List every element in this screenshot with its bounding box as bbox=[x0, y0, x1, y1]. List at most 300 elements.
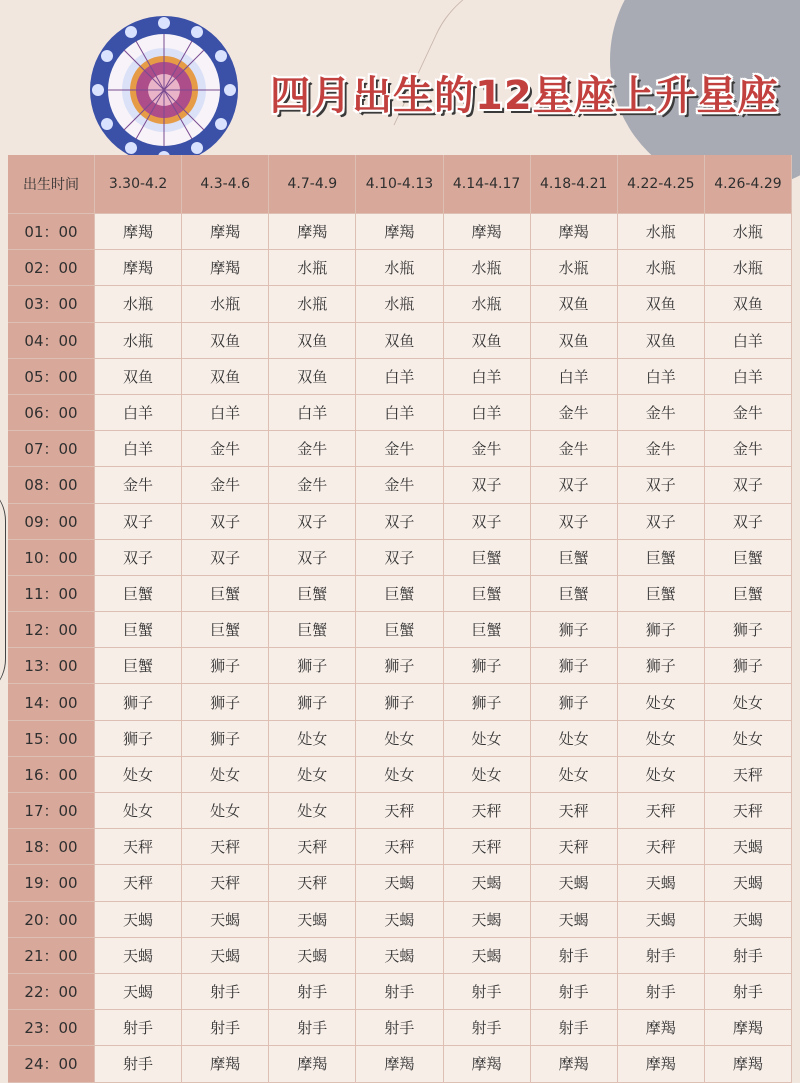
rising-sign-cell bbox=[531, 865, 618, 901]
rising-sign-cell bbox=[356, 829, 443, 865]
rising-sign-table-container bbox=[8, 155, 792, 1083]
rising-sign-text: 射手 bbox=[645, 946, 676, 965]
rising-sign-text: 巨蟹 bbox=[732, 584, 763, 603]
rising-sign-text: 狮子 bbox=[297, 693, 328, 712]
row-time-label: 01：00 bbox=[8, 214, 95, 250]
rising-sign-cell bbox=[95, 214, 182, 250]
rising-sign-cell bbox=[618, 540, 705, 576]
rising-sign-text: 双鱼 bbox=[732, 295, 763, 314]
rising-sign-text: 金牛 bbox=[471, 440, 502, 459]
rising-sign-cell bbox=[618, 504, 705, 540]
rising-sign-text: 狮子 bbox=[384, 693, 415, 712]
rising-sign-text: 金牛 bbox=[123, 476, 154, 495]
rising-sign-cell bbox=[618, 938, 705, 974]
rising-sign-cell bbox=[269, 793, 356, 829]
rising-sign-cell bbox=[269, 1046, 356, 1082]
table-row bbox=[8, 286, 792, 322]
rising-sign-text: 巨蟹 bbox=[384, 584, 415, 603]
rising-sign-cell bbox=[531, 938, 618, 974]
rising-sign-text: 摩羯 bbox=[732, 1055, 763, 1074]
rising-sign-cell bbox=[95, 250, 182, 286]
rising-sign-cell bbox=[356, 395, 443, 431]
rising-sign-text: 天蝎 bbox=[645, 874, 676, 893]
rising-sign-text: 白羊 bbox=[558, 367, 589, 386]
rising-sign-text: 巨蟹 bbox=[645, 584, 676, 603]
rising-sign-text: 天蝎 bbox=[210, 910, 241, 929]
rising-sign-text: 射手 bbox=[384, 1019, 415, 1038]
rising-sign-text: 天秤 bbox=[732, 802, 763, 821]
rising-sign-cell bbox=[356, 323, 443, 359]
rising-sign-cell bbox=[444, 721, 531, 757]
row-time-label: 17：00 bbox=[8, 793, 95, 829]
rising-sign-cell bbox=[356, 793, 443, 829]
table-row bbox=[8, 467, 792, 503]
rising-sign-text: 射手 bbox=[297, 983, 328, 1002]
rising-sign-text: 白羊 bbox=[471, 367, 502, 386]
rising-sign-cell bbox=[356, 865, 443, 901]
rising-sign-table bbox=[8, 155, 792, 1083]
rising-sign-text: 摩羯 bbox=[384, 1055, 415, 1074]
rising-sign-cell bbox=[444, 250, 531, 286]
rising-sign-cell bbox=[618, 323, 705, 359]
rising-sign-text: 处女 bbox=[123, 765, 154, 784]
rising-sign-text: 双鱼 bbox=[558, 295, 589, 314]
rising-sign-text: 射手 bbox=[558, 946, 589, 965]
rising-sign-cell bbox=[269, 757, 356, 793]
row-time-label: 20：00 bbox=[8, 902, 95, 938]
rising-sign-cell bbox=[269, 286, 356, 322]
rising-sign-cell bbox=[269, 214, 356, 250]
rising-sign-text: 巨蟹 bbox=[123, 621, 154, 640]
rising-sign-cell bbox=[705, 214, 792, 250]
rising-sign-cell bbox=[531, 793, 618, 829]
rising-sign-cell bbox=[95, 1046, 182, 1082]
rising-sign-text: 射手 bbox=[123, 1055, 154, 1074]
rising-sign-cell bbox=[618, 395, 705, 431]
rising-sign-text: 狮子 bbox=[732, 621, 763, 640]
rising-sign-text: 摩羯 bbox=[210, 223, 241, 242]
header-cell-time: 出生时间 bbox=[8, 155, 95, 214]
rising-sign-text: 射手 bbox=[732, 946, 763, 965]
rising-sign-text: 双子 bbox=[558, 512, 589, 531]
table-body bbox=[8, 214, 792, 1083]
table-row bbox=[8, 684, 792, 720]
rising-sign-text: 天秤 bbox=[471, 802, 502, 821]
rising-sign-text: 白羊 bbox=[297, 404, 328, 423]
rising-sign-cell bbox=[356, 359, 443, 395]
rising-sign-text: 金牛 bbox=[384, 476, 415, 495]
rising-sign-text: 水瓶 bbox=[123, 295, 154, 314]
rising-sign-text: 狮子 bbox=[558, 657, 589, 676]
rising-sign-text: 双鱼 bbox=[471, 331, 502, 350]
rising-sign-text: 天蝎 bbox=[645, 910, 676, 929]
row-time-label: 13：00 bbox=[8, 648, 95, 684]
rising-sign-text: 双鱼 bbox=[123, 367, 154, 386]
rising-sign-cell bbox=[356, 684, 443, 720]
rising-sign-text: 水瓶 bbox=[471, 295, 502, 314]
rising-sign-text: 金牛 bbox=[732, 440, 763, 459]
rising-sign-text: 水瓶 bbox=[558, 259, 589, 278]
rising-sign-text: 射手 bbox=[210, 983, 241, 1002]
rising-sign-cell bbox=[444, 431, 531, 467]
header-cell-period: 4.3-4.6 bbox=[182, 155, 269, 214]
rising-sign-cell bbox=[182, 829, 269, 865]
rising-sign-text: 射手 bbox=[123, 1019, 154, 1038]
rising-sign-text: 金牛 bbox=[558, 404, 589, 423]
rising-sign-cell bbox=[356, 1046, 443, 1082]
rising-sign-cell bbox=[182, 684, 269, 720]
rising-sign-cell bbox=[705, 1010, 792, 1046]
rising-sign-cell bbox=[705, 540, 792, 576]
rising-sign-cell bbox=[444, 648, 531, 684]
rising-sign-text: 巨蟹 bbox=[471, 548, 502, 567]
rising-sign-text: 水瓶 bbox=[645, 259, 676, 278]
rising-sign-cell bbox=[356, 214, 443, 250]
rising-sign-cell bbox=[95, 648, 182, 684]
header-cell-period: 4.7-4.9 bbox=[269, 155, 356, 214]
rising-sign-cell bbox=[705, 1046, 792, 1082]
rising-sign-text: 巨蟹 bbox=[471, 621, 502, 640]
rising-sign-cell bbox=[531, 902, 618, 938]
rising-sign-text: 天秤 bbox=[645, 802, 676, 821]
rising-sign-cell bbox=[618, 648, 705, 684]
rising-sign-cell bbox=[705, 938, 792, 974]
rising-sign-text: 巨蟹 bbox=[645, 548, 676, 567]
table-row bbox=[8, 214, 792, 250]
rising-sign-text: 狮子 bbox=[210, 657, 241, 676]
rising-sign-text: 天秤 bbox=[210, 838, 241, 857]
rising-sign-text: 水瓶 bbox=[384, 259, 415, 278]
rising-sign-text: 摩羯 bbox=[558, 1055, 589, 1074]
row-time-label: 10：00 bbox=[8, 540, 95, 576]
rising-sign-text: 天蝎 bbox=[297, 910, 328, 929]
rising-sign-text: 处女 bbox=[384, 729, 415, 748]
rising-sign-cell bbox=[356, 974, 443, 1010]
rising-sign-cell bbox=[531, 829, 618, 865]
rising-sign-text: 射手 bbox=[210, 1019, 241, 1038]
rising-sign-cell bbox=[182, 467, 269, 503]
rising-sign-text: 处女 bbox=[297, 765, 328, 784]
rising-sign-cell bbox=[444, 540, 531, 576]
rising-sign-text: 双子 bbox=[123, 548, 154, 567]
rising-sign-text: 天秤 bbox=[558, 802, 589, 821]
table-row bbox=[8, 576, 792, 612]
rising-sign-text: 双子 bbox=[471, 512, 502, 531]
table-row bbox=[8, 612, 792, 648]
rising-sign-cell bbox=[705, 648, 792, 684]
row-time-label: 24：00 bbox=[8, 1046, 95, 1082]
rising-sign-text: 狮子 bbox=[210, 729, 241, 748]
rising-sign-cell bbox=[618, 721, 705, 757]
rising-sign-cell bbox=[444, 323, 531, 359]
rising-sign-text: 处女 bbox=[558, 729, 589, 748]
rising-sign-cell bbox=[269, 395, 356, 431]
rising-sign-cell bbox=[618, 214, 705, 250]
rising-sign-text: 巨蟹 bbox=[210, 621, 241, 640]
rising-sign-cell bbox=[531, 431, 618, 467]
rising-sign-cell bbox=[356, 612, 443, 648]
rising-sign-cell bbox=[531, 1010, 618, 1046]
rising-sign-cell bbox=[269, 612, 356, 648]
rising-sign-cell bbox=[182, 250, 269, 286]
rising-sign-cell bbox=[269, 865, 356, 901]
rising-sign-cell bbox=[444, 684, 531, 720]
rising-sign-cell bbox=[182, 323, 269, 359]
rising-sign-cell bbox=[269, 431, 356, 467]
table-row bbox=[8, 323, 792, 359]
rising-sign-cell bbox=[95, 974, 182, 1010]
rising-sign-text: 双子 bbox=[471, 476, 502, 495]
rising-sign-cell bbox=[618, 1010, 705, 1046]
header-cell-period: 4.10-4.13 bbox=[356, 155, 443, 214]
rising-sign-text: 狮子 bbox=[558, 693, 589, 712]
rising-sign-text: 双子 bbox=[645, 512, 676, 531]
rising-sign-cell bbox=[705, 721, 792, 757]
rising-sign-cell bbox=[356, 721, 443, 757]
rising-sign-cell bbox=[95, 431, 182, 467]
row-time-label: 06：00 bbox=[8, 395, 95, 431]
rising-sign-cell bbox=[95, 359, 182, 395]
rising-sign-text: 巨蟹 bbox=[210, 584, 241, 603]
rising-sign-text: 双子 bbox=[210, 512, 241, 531]
rising-sign-cell bbox=[531, 467, 618, 503]
rising-sign-cell bbox=[95, 467, 182, 503]
rising-sign-text: 水瓶 bbox=[732, 259, 763, 278]
rising-sign-cell bbox=[618, 250, 705, 286]
rising-sign-cell bbox=[356, 540, 443, 576]
rising-sign-text: 水瓶 bbox=[732, 223, 763, 242]
rising-sign-cell bbox=[95, 865, 182, 901]
rising-sign-text: 双子 bbox=[297, 512, 328, 531]
rising-sign-cell bbox=[356, 576, 443, 612]
rising-sign-cell bbox=[356, 938, 443, 974]
rising-sign-text: 天蝎 bbox=[471, 874, 502, 893]
rising-sign-cell bbox=[531, 286, 618, 322]
rising-sign-cell bbox=[182, 612, 269, 648]
row-time-label: 19：00 bbox=[8, 865, 95, 901]
rising-sign-text: 双子 bbox=[210, 548, 241, 567]
rising-sign-cell bbox=[182, 757, 269, 793]
rising-sign-cell bbox=[444, 576, 531, 612]
table-row bbox=[8, 359, 792, 395]
rising-sign-text: 巨蟹 bbox=[384, 621, 415, 640]
table-row bbox=[8, 250, 792, 286]
rising-sign-text: 射手 bbox=[645, 983, 676, 1002]
rising-sign-text: 天蝎 bbox=[210, 946, 241, 965]
rising-sign-text: 处女 bbox=[645, 729, 676, 748]
rising-sign-cell bbox=[95, 1010, 182, 1046]
rising-sign-cell bbox=[531, 1046, 618, 1082]
rising-sign-text: 金牛 bbox=[732, 404, 763, 423]
rising-sign-text: 天蝎 bbox=[471, 910, 502, 929]
rising-sign-cell bbox=[356, 902, 443, 938]
rising-sign-text: 处女 bbox=[471, 765, 502, 784]
rising-sign-text: 摩羯 bbox=[297, 223, 328, 242]
rising-sign-cell bbox=[182, 504, 269, 540]
rising-sign-text: 白羊 bbox=[384, 367, 415, 386]
rising-sign-text: 射手 bbox=[297, 1019, 328, 1038]
rising-sign-cell bbox=[269, 359, 356, 395]
table-row bbox=[8, 540, 792, 576]
rising-sign-cell bbox=[95, 902, 182, 938]
rising-sign-cell bbox=[356, 467, 443, 503]
rising-sign-text: 狮子 bbox=[210, 693, 241, 712]
rising-sign-cell bbox=[269, 467, 356, 503]
row-time-label: 02：00 bbox=[8, 250, 95, 286]
rising-sign-cell bbox=[269, 721, 356, 757]
rising-sign-cell bbox=[269, 829, 356, 865]
rising-sign-text: 处女 bbox=[732, 693, 763, 712]
rising-sign-text: 射手 bbox=[558, 983, 589, 1002]
rising-sign-cell bbox=[182, 865, 269, 901]
rising-sign-text: 狮子 bbox=[471, 657, 502, 676]
rising-sign-text: 巨蟹 bbox=[732, 548, 763, 567]
rising-sign-cell bbox=[705, 865, 792, 901]
rising-sign-text: 水瓶 bbox=[645, 223, 676, 242]
rising-sign-cell bbox=[531, 684, 618, 720]
rising-sign-text: 水瓶 bbox=[384, 295, 415, 314]
rising-sign-cell bbox=[444, 286, 531, 322]
rising-sign-cell bbox=[95, 612, 182, 648]
rising-sign-text: 摩羯 bbox=[471, 1055, 502, 1074]
rising-sign-cell bbox=[444, 757, 531, 793]
rising-sign-cell bbox=[182, 793, 269, 829]
rising-sign-cell bbox=[269, 974, 356, 1010]
table-row bbox=[8, 1010, 792, 1046]
rising-sign-cell bbox=[531, 974, 618, 1010]
rising-sign-text: 双鱼 bbox=[384, 331, 415, 350]
rising-sign-text: 摩羯 bbox=[645, 1055, 676, 1074]
rising-sign-cell bbox=[531, 612, 618, 648]
row-time-label: 09：00 bbox=[8, 504, 95, 540]
decorative-edge-curve bbox=[0, 480, 6, 700]
rising-sign-cell bbox=[531, 757, 618, 793]
row-time-label: 05：00 bbox=[8, 359, 95, 395]
rising-sign-cell bbox=[531, 576, 618, 612]
rising-sign-cell bbox=[444, 902, 531, 938]
rising-sign-text: 天秤 bbox=[123, 874, 154, 893]
rising-sign-text: 摩羯 bbox=[471, 223, 502, 242]
rising-sign-text: 双子 bbox=[123, 512, 154, 531]
rising-sign-text: 巨蟹 bbox=[297, 584, 328, 603]
rising-sign-text: 射手 bbox=[558, 1019, 589, 1038]
rising-sign-cell bbox=[95, 395, 182, 431]
rising-sign-text: 天秤 bbox=[210, 874, 241, 893]
rising-sign-text: 水瓶 bbox=[297, 259, 328, 278]
rising-sign-text: 金牛 bbox=[210, 476, 241, 495]
rising-sign-cell bbox=[618, 467, 705, 503]
header-cell-period: 4.14-4.17 bbox=[444, 155, 531, 214]
row-time-label: 18：00 bbox=[8, 829, 95, 865]
rising-sign-text: 白羊 bbox=[123, 404, 154, 423]
rising-sign-text: 天秤 bbox=[645, 838, 676, 857]
rising-sign-cell bbox=[269, 1010, 356, 1046]
header-cell-period: 4.26-4.29 bbox=[705, 155, 792, 214]
rising-sign-cell bbox=[444, 1010, 531, 1046]
rising-sign-text: 双鱼 bbox=[645, 331, 676, 350]
rising-sign-text: 金牛 bbox=[558, 440, 589, 459]
rising-sign-text: 金牛 bbox=[210, 440, 241, 459]
rising-sign-text: 天蝎 bbox=[558, 874, 589, 893]
rising-sign-text: 巨蟹 bbox=[297, 621, 328, 640]
rising-sign-cell bbox=[444, 395, 531, 431]
header-cell-period: 4.22-4.25 bbox=[618, 155, 705, 214]
rising-sign-cell bbox=[269, 540, 356, 576]
rising-sign-cell bbox=[531, 323, 618, 359]
rising-sign-text: 天蝎 bbox=[123, 946, 154, 965]
table-row bbox=[8, 829, 792, 865]
row-time-label: 08：00 bbox=[8, 467, 95, 503]
rising-sign-text: 白羊 bbox=[732, 331, 763, 350]
rising-sign-cell bbox=[705, 793, 792, 829]
rising-sign-text: 处女 bbox=[384, 765, 415, 784]
row-time-label: 14：00 bbox=[8, 684, 95, 720]
rising-sign-cell bbox=[705, 395, 792, 431]
rising-sign-cell bbox=[182, 576, 269, 612]
rising-sign-text: 双子 bbox=[297, 548, 328, 567]
rising-sign-cell bbox=[182, 974, 269, 1010]
rising-sign-text: 巨蟹 bbox=[558, 548, 589, 567]
rising-sign-cell bbox=[182, 902, 269, 938]
rising-sign-cell bbox=[182, 938, 269, 974]
table-row bbox=[8, 938, 792, 974]
rising-sign-text: 摩羯 bbox=[558, 223, 589, 242]
rising-sign-text: 处女 bbox=[123, 802, 154, 821]
rising-sign-cell bbox=[531, 648, 618, 684]
rising-sign-text: 天秤 bbox=[123, 838, 154, 857]
rising-sign-cell bbox=[356, 648, 443, 684]
rising-sign-cell bbox=[531, 214, 618, 250]
rising-sign-cell bbox=[444, 865, 531, 901]
rising-sign-cell bbox=[444, 467, 531, 503]
rising-sign-text: 狮子 bbox=[123, 729, 154, 748]
rising-sign-text: 双子 bbox=[558, 476, 589, 495]
rising-sign-text: 天秤 bbox=[384, 802, 415, 821]
rising-sign-text: 摩羯 bbox=[210, 1055, 241, 1074]
rising-sign-cell bbox=[705, 323, 792, 359]
page-title: 四月出生的12星座上升星座 bbox=[270, 73, 779, 119]
rising-sign-cell bbox=[531, 721, 618, 757]
rising-sign-cell bbox=[269, 938, 356, 974]
rising-sign-text: 巨蟹 bbox=[471, 584, 502, 603]
rising-sign-text: 双子 bbox=[732, 512, 763, 531]
rising-sign-cell bbox=[269, 648, 356, 684]
rising-sign-cell bbox=[618, 431, 705, 467]
table-row bbox=[8, 648, 792, 684]
table-row bbox=[8, 865, 792, 901]
rising-sign-cell bbox=[705, 504, 792, 540]
rising-sign-text: 狮子 bbox=[558, 621, 589, 640]
rising-sign-cell bbox=[705, 576, 792, 612]
rising-sign-text: 双子 bbox=[645, 476, 676, 495]
rising-sign-text: 处女 bbox=[471, 729, 502, 748]
rising-sign-text: 天蝎 bbox=[384, 946, 415, 965]
rising-sign-text: 天秤 bbox=[297, 838, 328, 857]
table-row bbox=[8, 793, 792, 829]
rising-sign-text: 天蝎 bbox=[123, 910, 154, 929]
rising-sign-text: 狮子 bbox=[471, 693, 502, 712]
rising-sign-text: 天秤 bbox=[558, 838, 589, 857]
table-row bbox=[8, 1046, 792, 1082]
rising-sign-text: 金牛 bbox=[645, 440, 676, 459]
table-row bbox=[8, 757, 792, 793]
rising-sign-cell bbox=[444, 1046, 531, 1082]
rising-sign-text: 金牛 bbox=[645, 404, 676, 423]
rising-sign-cell bbox=[182, 540, 269, 576]
header-cell-period: 3.30-4.2 bbox=[95, 155, 182, 214]
rising-sign-cell bbox=[182, 395, 269, 431]
rising-sign-cell bbox=[618, 865, 705, 901]
